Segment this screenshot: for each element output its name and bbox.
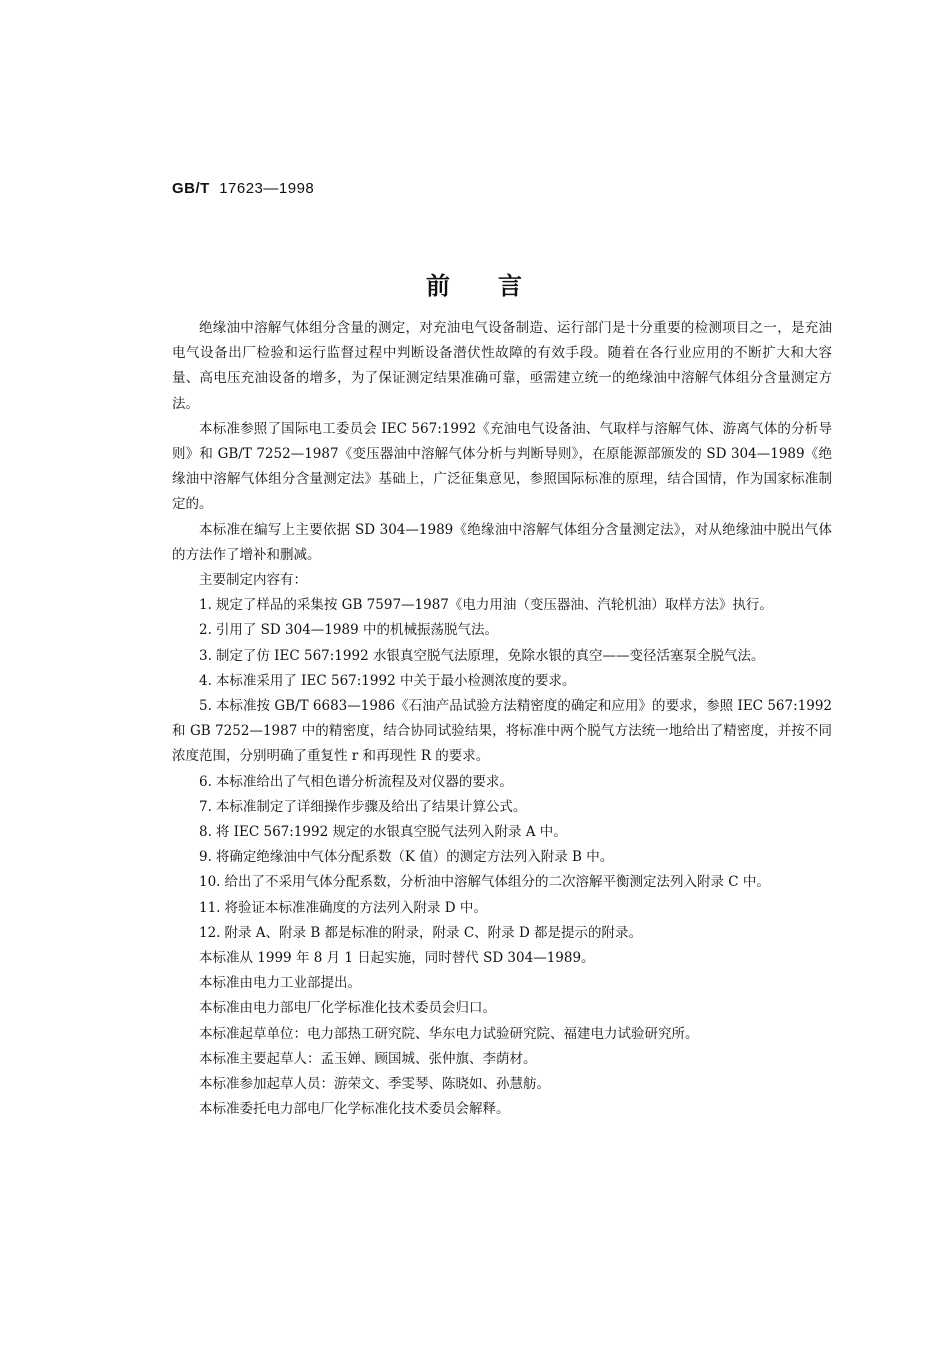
item-text: 本标准制定了详细操作步骤及给出了结果计算公式。 [215, 798, 527, 815]
list-item [172, 669, 832, 694]
item-text: 本标准按 GB/T 6683—1986《石油产品试验方法精密度的确定和应用》的要求，参照 IEC 567:1992 和 GB 7252—1987 中的精密度，结合协同试验结果，将标准中两个脱气方法统一地给出了精密度，并按不同浓度范围，分别明确了重复性 r 和再现性 R 的要求。 [172, 698, 832, 765]
item-number: 8. [199, 824, 212, 841]
item-text: 本标准给出了气相色谱分析流程及对仪器的要求。 [215, 773, 513, 790]
item-text: 给出了不采用气体分配系数，分析油中溶解气体组分的二次溶解平衡测定法列入附录 C 中。 [224, 874, 770, 891]
intro-paragraph: 本标准参照了国际电工委员会 IEC 567:1992《充油电气设备油、气取样与溶解气体、游离气体的分析导则》和 GB/T 7252—1987《变压器油中溶解气体分析与判断导则》，在原能源部颁发的 SD 304—1989《绝缘油中溶解气体组分含量测定法》基础上，广泛征集意见，参照国际标准的原理，结合国情，作为国家标准制定的。 [172, 420, 832, 513]
item-text: 制定了仿 IEC 567:1992 水银真空脱气法原理，免除水银的真空——变径活塞泵全脱气法。 [215, 647, 765, 664]
list-item [172, 921, 832, 946]
list-item [172, 795, 832, 820]
item-number: 11. [199, 899, 221, 916]
list-item [172, 820, 832, 845]
item-number: 10. [199, 874, 221, 891]
item-text: 引用了 SD 304—1989 中的机械振荡脱气法。 [215, 622, 498, 639]
list-item [172, 644, 832, 669]
item-text: 本标准采用了 IEC 567:1992 中关于最小检测浓度的要求。 [215, 672, 576, 689]
item-number: 1. [199, 597, 212, 614]
closing-paragraph: 本标准参加起草人员：游荣文、季雯琴、陈晓如、孙慧舫。 [199, 1076, 550, 1093]
item-text: 将确定绝缘油中气体分配系数（K 值）的测定方法列入附录 B 中。 [215, 849, 614, 866]
item-number: 3. [199, 647, 212, 664]
item-number: 9. [199, 849, 212, 866]
standard-code [172, 180, 314, 197]
closing-paragraph: 本标准主要起草人：孟玉婵、顾国城、张仲旗、李荫材。 [199, 1050, 537, 1067]
page-title [0, 266, 950, 301]
item-number: 4. [199, 672, 212, 689]
foreword-body [172, 316, 832, 1123]
closing-paragraph: 本标准起草单位：电力部热工研究院、华东电力试验研究院、福建电力试验研究所。 [199, 1025, 699, 1042]
intro-paragraph: 本标准在编写上主要依据 SD 304—1989《绝缘油中溶解气体组分含量测定法》，对从绝缘油中脱出气体的方法作了增补和删减。 [172, 521, 832, 563]
closing-paragraph: 本标准由电力工业部提出。 [199, 975, 361, 992]
list-item [172, 593, 832, 618]
list-item [172, 870, 832, 895]
intro-paragraph: 绝缘油中溶解气体组分含量的测定，对充油电气设备制造、运行部门是十分重要的检测项目之一，是充油电气设备出厂检验和运行监督过程中判断设备潜伏性故障的有效手段。随着在各行业应用的不断扩大和大容量、高电压充油设备的增多，为了保证测定结果准确可靠，亟需建立统一的绝缘油中溶解气体组分含量测定方法。 [172, 320, 832, 412]
closing-paragraph: 本标准委托电力部电厂化学标准化技术委员会解释。 [199, 1101, 510, 1118]
list-item [172, 896, 832, 921]
standard-prefix: GB/T [172, 180, 210, 197]
item-number: 6. [199, 773, 212, 790]
item-text: 将验证本标准准确度的方法列入附录 D 中。 [224, 899, 487, 916]
item-text: 规定了样品的采集按 GB 7597—1987《电力用油（变压器油、汽轮机油）取样方法》执行。 [215, 597, 773, 614]
standard-number: 17623—1998 [219, 180, 315, 197]
list-item [172, 770, 832, 795]
item-number: 7. [199, 798, 212, 815]
item-number: 5. [199, 698, 212, 715]
list-item [172, 618, 832, 643]
title-char-1: 前 [426, 271, 452, 300]
intro-paragraph: 主要制定内容有： [199, 572, 307, 589]
item-number: 12. [199, 924, 221, 941]
closing-paragraph: 本标准从 1999 年 8 月 1 日起实施，同时替代 SD 304—1989。 [199, 950, 595, 967]
list-item [172, 845, 832, 870]
item-text: 附录 A、附录 B 都是标准的附录，附录 C、附录 D 都是提示的附录。 [224, 924, 643, 941]
item-number: 2. [199, 622, 212, 639]
list-item [172, 694, 832, 770]
item-text: 将 IEC 567:1992 规定的水银真空脱气法列入附录 A 中。 [215, 824, 567, 841]
title-char-2: 言 [498, 271, 524, 300]
closing-paragraph: 本标准由电力部电厂化学标准化技术委员会归口。 [199, 1000, 496, 1017]
